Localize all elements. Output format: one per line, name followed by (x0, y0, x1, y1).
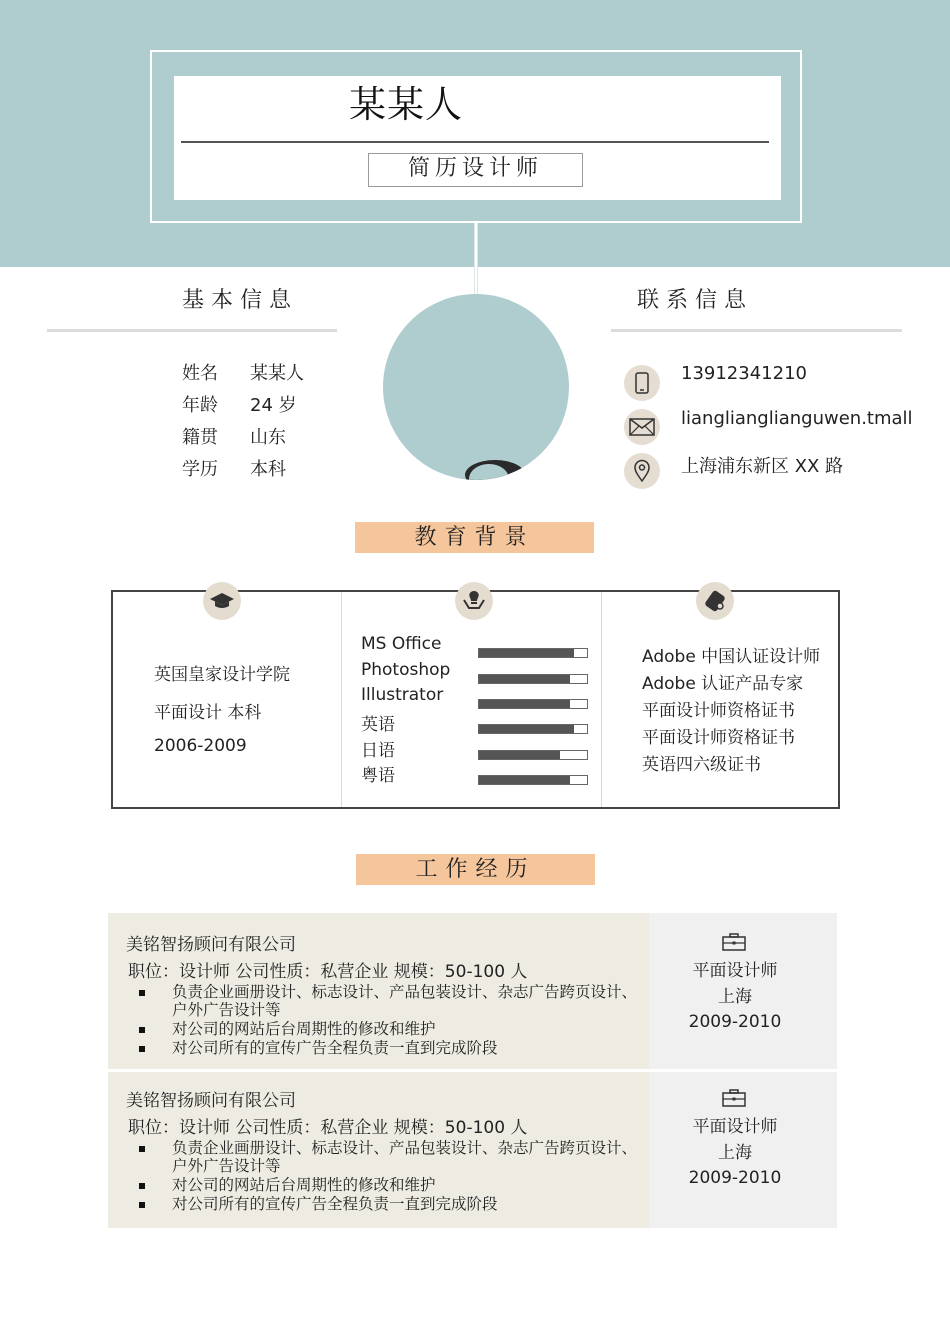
skill-bar (478, 674, 588, 684)
job-bullet: 对公司的网站后台周期性的修改和维护 (128, 1020, 648, 1038)
education-column-divider (341, 592, 342, 807)
job-role: 平面设计师 (692, 1117, 778, 1137)
skill-bar-fill (479, 675, 570, 683)
skill-bar (478, 648, 588, 658)
info-label-age: 年龄 (182, 395, 218, 416)
phone-icon (624, 365, 660, 401)
skill-name: Photoshop (361, 660, 451, 680)
skill-bar (478, 724, 588, 734)
certificate-item: 平面设计师资格证书 (642, 701, 795, 721)
skill-name: 日语 (361, 741, 395, 761)
job-company: 美铭智扬顾问有限公司 (126, 935, 296, 955)
info-value-name: 某某人 (250, 363, 304, 384)
lightbulb-hand-icon (455, 582, 493, 620)
job-card (108, 913, 649, 1069)
briefcase-icon (722, 933, 746, 951)
skill-name: 英语 (361, 715, 395, 735)
briefcase-icon (722, 1089, 746, 1107)
skill-bar-fill (479, 649, 574, 657)
job-bullets (128, 983, 648, 1058)
job-city: 上海 (718, 1143, 752, 1163)
diploma-icon (696, 582, 734, 620)
certificate-item: 平面设计师资格证书 (642, 728, 795, 748)
skill-bar-fill (479, 700, 570, 708)
info-value-age: 24 岁 (250, 395, 297, 416)
certificate-item: Adobe 认证产品专家 (642, 674, 804, 694)
contact-email: lianglianglianguwen.tmall (681, 408, 913, 429)
info-value-origin: 山东 (250, 427, 286, 448)
job-bullets (128, 1139, 648, 1214)
education-major: 平面设计 本科 (154, 703, 262, 723)
job-card (108, 1072, 649, 1228)
mail-icon (624, 409, 660, 445)
title-divider (181, 141, 769, 143)
skill-bar (478, 775, 588, 785)
skill-bar-fill (479, 725, 574, 733)
graduation-cap-icon (203, 582, 241, 620)
job-company: 美铭智扬顾问有限公司 (126, 1091, 296, 1111)
info-label-origin: 籍贯 (182, 427, 218, 448)
info-label-degree: 学历 (182, 459, 218, 480)
job-period: 2009-2010 (688, 1168, 782, 1188)
education-column-divider (601, 592, 602, 807)
skill-bar (478, 750, 588, 760)
job-city: 上海 (718, 987, 752, 1007)
job-bullet: 对公司所有的宣传广告全程负责一直到完成阶段 (128, 1039, 648, 1057)
job-meta: 职位：设计师 公司性质：私营企业 规模：50-100 人 (128, 962, 528, 982)
job-bullet: 对公司所有的宣传广告全程负责一直到完成阶段 (128, 1195, 648, 1213)
certificate-item: 英语四六级证书 (642, 755, 761, 775)
contact-address: 上海浦东新区 XX 路 (681, 456, 844, 477)
page-title: 某某人 (349, 83, 463, 126)
skill-name: 粤语 (361, 766, 395, 786)
job-bullet: 负责企业画册设计、标志设计、产品包装设计、杂志广告跨页设计、户外广告设计等 (128, 1139, 648, 1175)
basic-info-heading: 基本信息 (181, 288, 298, 313)
job-summary (649, 913, 837, 1069)
job-bullet: 对公司的网站后台周期性的修改和维护 (128, 1176, 648, 1194)
job-summary (649, 1072, 837, 1228)
contact-phone: 13912341210 (681, 363, 807, 384)
job-period: 2009-2010 (688, 1012, 782, 1032)
job-bullet: 负责企业画册设计、标志设计、产品包装设计、杂志广告跨页设计、户外广告设计等 (128, 983, 648, 1019)
info-value-degree: 本科 (250, 459, 286, 480)
certificate-item: Adobe 中国认证设计师 (642, 647, 821, 667)
contact-rule (611, 329, 902, 332)
subtitle: 简历设计师 (368, 153, 583, 187)
skill-bar (478, 699, 588, 709)
skill-bar-fill (479, 776, 570, 784)
avatar (383, 294, 569, 480)
skill-name: MS Office (361, 634, 442, 654)
contact-heading: 联系信息 (636, 288, 753, 313)
work-banner: 工作经历 (356, 854, 595, 885)
job-role: 平面设计师 (692, 961, 778, 981)
location-pin-icon (624, 453, 660, 489)
basic-info-rule (47, 329, 337, 332)
education-school: 英国皇家设计学院 (154, 665, 290, 685)
job-meta: 职位：设计师 公司性质：私营企业 规模：50-100 人 (128, 1118, 528, 1138)
info-label-name: 姓名 (182, 363, 218, 384)
education-banner: 教育背景 (355, 522, 594, 553)
skill-name: Illustrator (361, 685, 444, 705)
photo-connector (474, 223, 478, 297)
skill-bar-fill (479, 751, 560, 759)
education-period: 2006-2009 (154, 736, 247, 756)
